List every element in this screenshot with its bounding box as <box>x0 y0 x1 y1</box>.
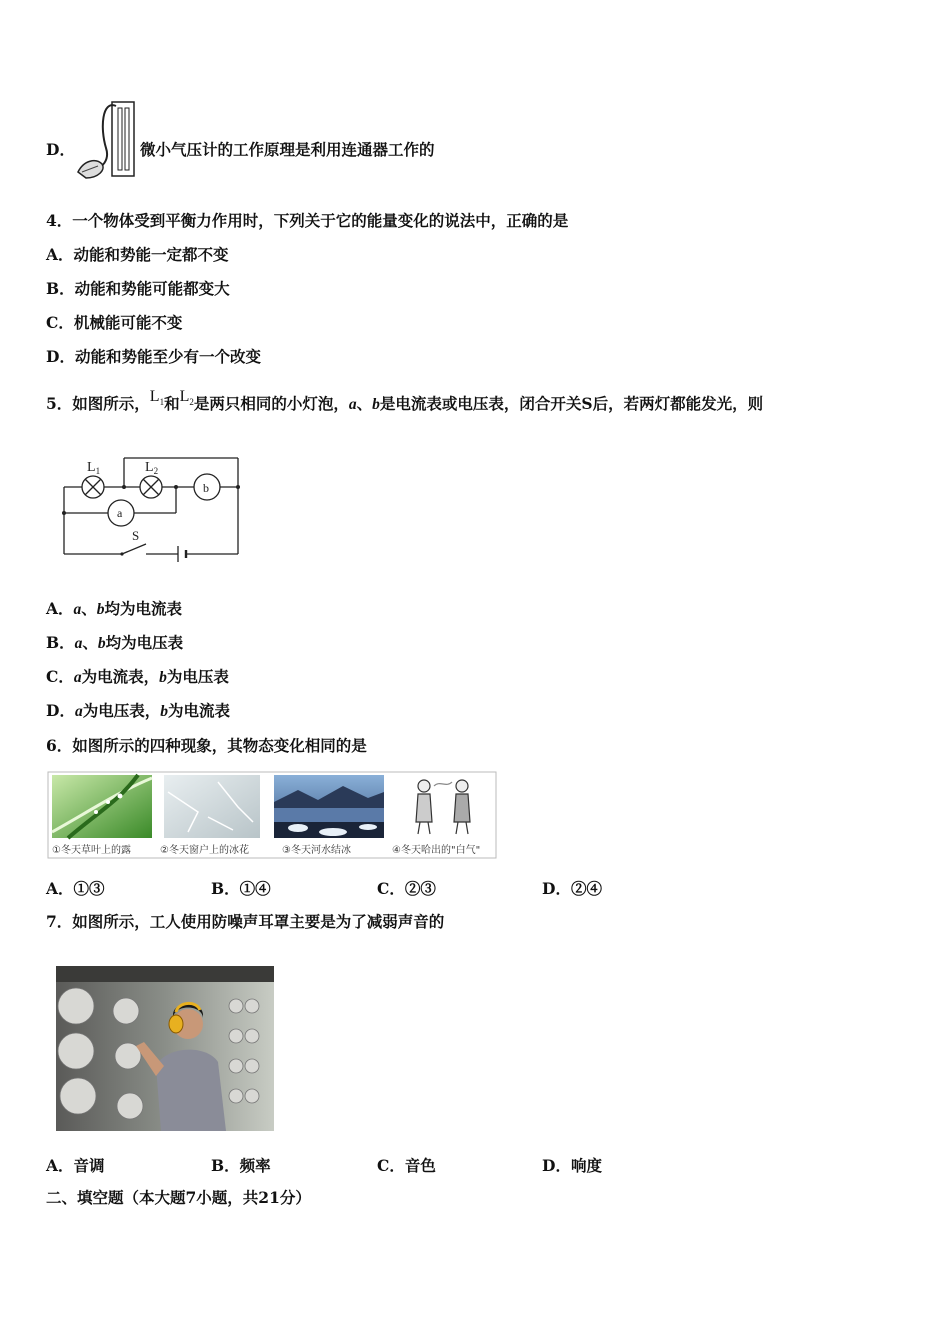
q6-phenomena-image <box>48 772 496 858</box>
q6-option-a: A．①③ <box>46 879 105 898</box>
circuit-l1-label: $L_1$ <box>87 460 101 476</box>
q5-option-c: C．a为电流表，b为电压表 <box>46 667 229 686</box>
circuit-l2-label: $L_2$ <box>145 460 159 476</box>
meter-a-label: a <box>117 506 123 520</box>
q6-options <box>46 877 766 897</box>
q3-option-d-text: 微小气压计的工作原理是利用连通器工作的 <box>140 140 435 159</box>
q5-option-d: D．a为电压表，b为电流表 <box>46 701 230 720</box>
caption-2: ②冬天窗户上的冰花 <box>160 845 249 856</box>
q4-option-d: D．动能和势能至少有一个改变 <box>46 347 261 366</box>
q4-option-a: A．动能和势能一定都不变 <box>46 245 229 264</box>
breath-picture <box>398 775 493 838</box>
manometer-image <box>72 98 140 182</box>
switch-label: S <box>132 528 140 543</box>
worker-earmuff-photo <box>56 966 274 1131</box>
section-2-title: 二、填空题（本大题7小题，共21分） <box>46 1188 311 1207</box>
q4-stem: 4．一个物体受到平衡力作用时，下列关于它的能量变化的说法中，正确的是 <box>46 211 569 230</box>
dew-picture <box>52 775 152 838</box>
q6-stem: 6．如图所示的四种现象，其物态变化相同的是 <box>46 736 367 755</box>
river-ice-picture <box>274 775 384 838</box>
q6-option-b: B．①④ <box>211 879 271 898</box>
caption-3: ③冬天河水结冰 <box>282 845 351 856</box>
q7-option-b: B．频率 <box>211 1156 271 1175</box>
q6-option-d: D．②④ <box>542 879 602 898</box>
q5-stem: 5．如图所示，$L_1$和$L_2$是两只相同的小灯泡，a、b是电流表或电压表，闭合开关S后，若两灯都能发光，则 <box>46 388 764 413</box>
q7-options <box>46 1154 766 1174</box>
caption-1: ①冬天草叶上的露 <box>52 845 131 856</box>
caption-4: ④冬天哈出的"白气" <box>392 845 481 856</box>
q7-option-c: C．音色 <box>377 1156 436 1175</box>
l2-label: $L_2$ <box>179 388 194 408</box>
q3-option-d-label: D． <box>46 140 75 159</box>
meter-b-label: b <box>203 481 209 495</box>
q5-option-a: A．a、b均为电流表 <box>46 599 183 618</box>
q4-option-c: C．机械能可能不变 <box>46 313 183 332</box>
frost-picture <box>164 775 260 838</box>
circuit-diagram <box>56 450 246 565</box>
q7-option-d: D．响度 <box>542 1156 602 1175</box>
q5-option-b: B．a、b均为电压表 <box>46 633 184 652</box>
q7-stem: 7．如图所示，工人使用防噪声耳罩主要是为了减弱声音的 <box>46 912 445 931</box>
l1-label: $L_1$ <box>149 388 165 408</box>
q7-option-a: A．音调 <box>46 1156 105 1175</box>
q6-option-c: C．②③ <box>377 879 436 898</box>
q4-option-b: B．动能和势能可能都变大 <box>46 279 230 298</box>
